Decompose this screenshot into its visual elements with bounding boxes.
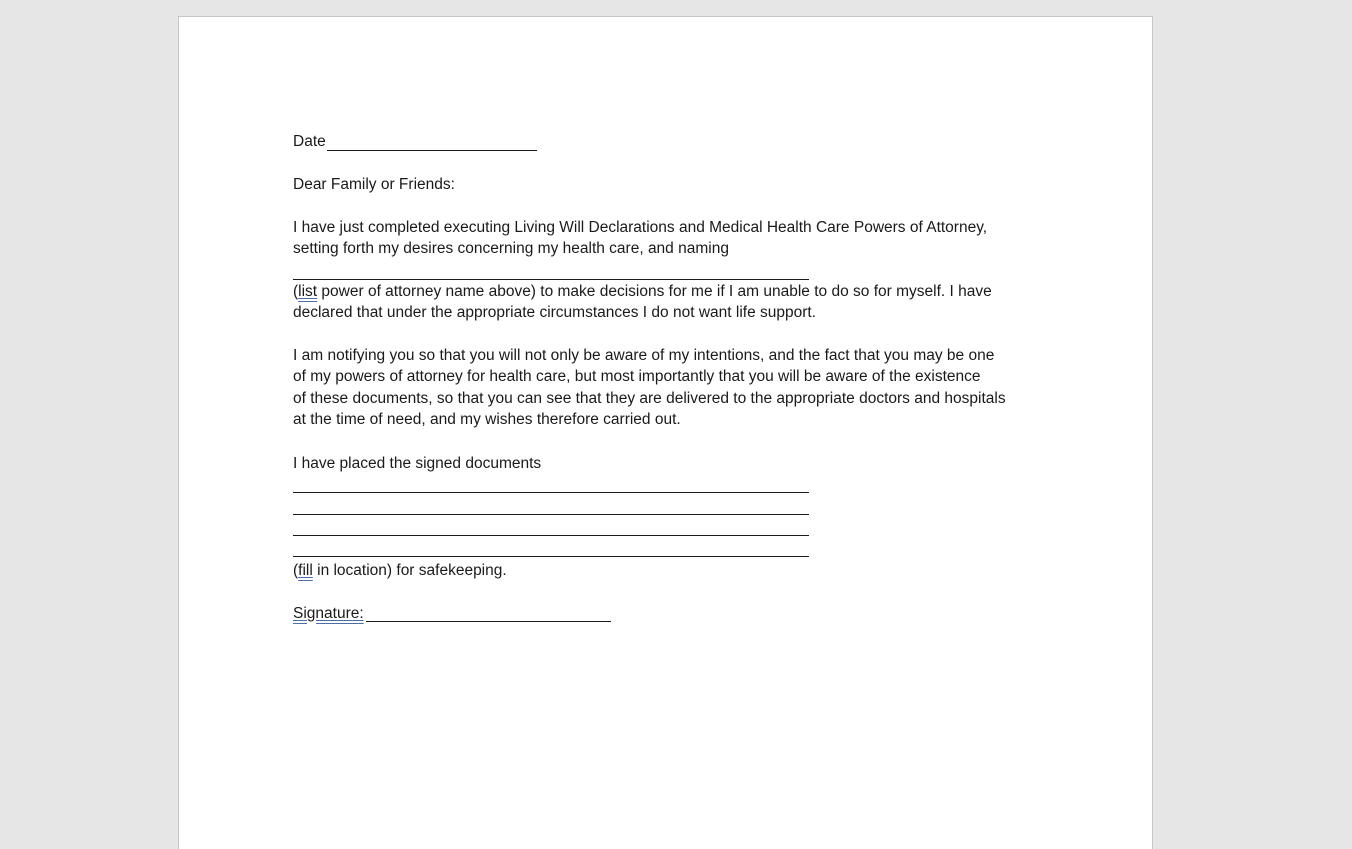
para3-line2: of my powers of attorney for health care, but most importantly that you will be aware of the existence xyxy=(293,368,981,385)
date-blank-line xyxy=(327,150,537,151)
date-label: Date xyxy=(293,133,326,150)
signature-label xyxy=(293,603,364,625)
para1-line1: I have just completed executing Living Will Declarations and Medical Health Care Powers of Attorney, xyxy=(293,219,988,236)
para2-line2: declared that under the appropriate circumstances I do not want life support. xyxy=(293,304,816,321)
fill-word: fill xyxy=(298,562,313,579)
para3-line3: of these documents, so that you can see that they are delivered to the appropriate doctors and hospitals xyxy=(293,390,1006,407)
location-blank-line-3 xyxy=(293,535,809,536)
para3-line4: at the time of need, and my wishes therefore carried out. xyxy=(293,411,681,428)
location-open-paren: ( xyxy=(293,562,299,579)
open-paren: ( xyxy=(293,283,299,300)
signature-blank-line xyxy=(366,621,611,622)
para2-line1-rest: power of attorney name above) to make decisions for me if I am unable to do so for myself. I have xyxy=(317,283,992,300)
list-word: list xyxy=(298,283,318,300)
para2-line1 xyxy=(293,281,992,303)
location-rest: in location) for safekeeping. xyxy=(312,562,507,579)
poa-name-blank-line xyxy=(293,279,809,280)
signature-word: Signature: xyxy=(293,605,364,622)
location-blank-line-4 xyxy=(293,556,809,557)
location-line xyxy=(293,560,507,582)
location-blank-line-1 xyxy=(293,492,809,493)
para3-line1: I am notifying you so that you will not only be aware of my intentions, and the fact that you may be one xyxy=(293,347,995,364)
placed-documents-line: I have placed the signed documents xyxy=(293,455,542,472)
location-blank-line-2 xyxy=(293,514,809,515)
salutation: Dear Family or Friends: xyxy=(293,176,455,193)
para1-line2: setting forth my desires concerning my health care, and naming xyxy=(293,240,729,257)
